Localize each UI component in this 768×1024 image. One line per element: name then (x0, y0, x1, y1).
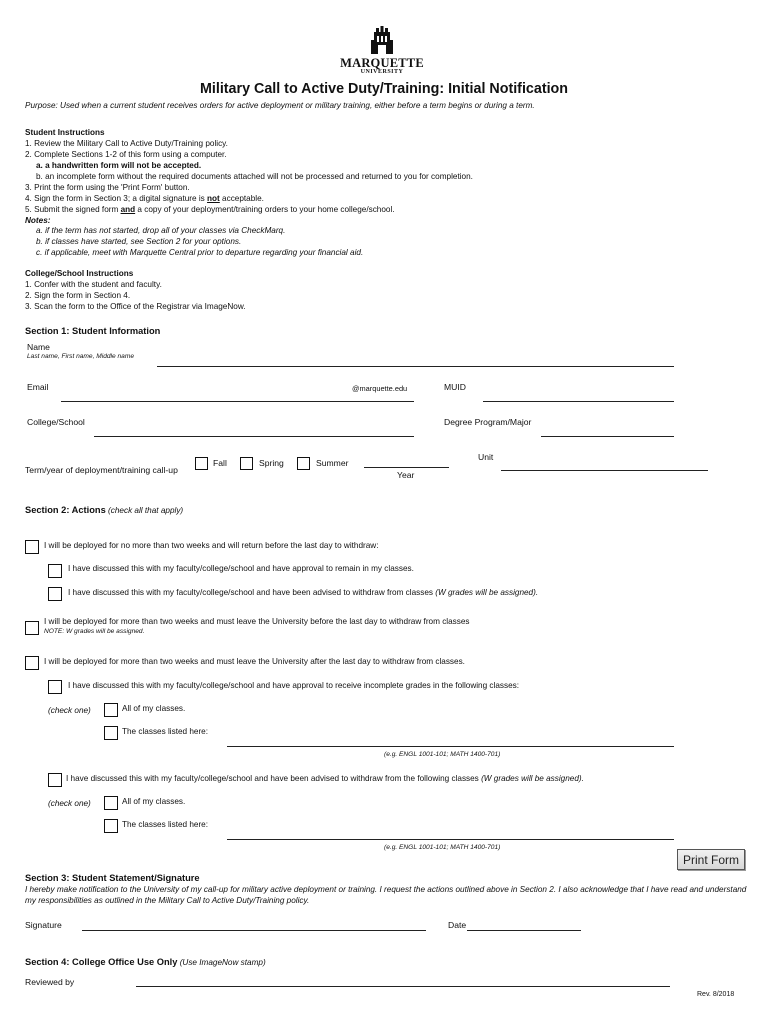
name-input[interactable] (157, 366, 674, 367)
incomplete-all-classes-checkbox[interactable] (104, 703, 118, 717)
college-instruction-item: 2. Sign the form in Section 4. (25, 291, 131, 300)
option1a-label: I have discussed this with my faculty/college/school and have approval to remain in my classes. (68, 564, 414, 573)
section4-note: (Use ImageNow stamp) (179, 958, 266, 967)
option3a-checkbox[interactable] (48, 680, 62, 694)
instruction-item: 3. Print the form using the 'Print Form' button. (25, 183, 190, 192)
option2-checkbox[interactable] (25, 621, 39, 635)
instruction-text: 4. Sign the form in Section 3; a digital signature is (25, 194, 208, 203)
term-spring-label: Spring (259, 458, 284, 468)
instruction-text: acceptable. (219, 194, 264, 203)
instruction-item: 2. Complete Sections 1-2 of this form using a computer. (25, 150, 227, 159)
section2-note: (check all that apply) (108, 506, 184, 515)
note-item: a. if the term has not started, drop all of your classes via CheckMarq. (36, 226, 286, 235)
check-one-label: (check one) (48, 706, 91, 715)
option1b-text: I have discussed this with my faculty/college/school and have been advised to withdraw from classes (68, 588, 436, 597)
unit-input[interactable] (501, 470, 708, 471)
email-input[interactable] (61, 401, 414, 402)
option2-note: NOTE: W grades will be assigned. (44, 628, 145, 635)
option3b-checkbox[interactable] (48, 773, 62, 787)
date-input[interactable] (467, 930, 581, 931)
section4-heading: Section 4: College Office Use Only (25, 957, 178, 967)
muid-input[interactable] (483, 401, 674, 402)
check-one-label: (check one) (48, 799, 91, 808)
revision-label: Rev. 8/2018 (697, 991, 735, 998)
incomplete-listed-classes-checkbox[interactable] (104, 726, 118, 740)
college-input[interactable] (94, 436, 414, 437)
option1b-checkbox[interactable] (48, 587, 62, 601)
note-item: b. if classes have started, see Section 2 for your options. (36, 237, 242, 246)
option3b-text: I have discussed this with my faculty/college/school and have been advised to withdraw from the following classes (66, 774, 482, 783)
option3-checkbox[interactable] (25, 656, 39, 670)
signature-input[interactable] (82, 930, 426, 931)
option3a-label: I have discussed this with my faculty/college/school and have approval to receive incomplete grades in the following classes: (68, 681, 520, 690)
instruction-item-signature (25, 194, 264, 204)
name-hint: Last name, First name, Middle name (27, 353, 135, 360)
section1-heading: Section 1: Student Information (25, 326, 161, 336)
term-label: Term/year of deployment/training call-up (25, 465, 178, 475)
date-label: Date (448, 920, 467, 930)
option1-label: I will be deployed for no more than two weeks and will return before the last day to withdraw: (44, 541, 379, 550)
example-hint: (e.g. ENGL 1001-101; MATH 1400-701) (384, 844, 501, 851)
marquette-logo (338, 26, 426, 80)
email-domain: @marquette.edu (352, 384, 408, 393)
term-fall-label: Fall (213, 458, 227, 468)
college-instruction-item: 3. Scan the form to the Office of the Registrar via ImageNow. (25, 302, 246, 311)
notes-heading: Notes: (25, 216, 51, 225)
instruction-item: 1. Review the Military Call to Active Duty/Training policy. (25, 139, 228, 148)
term-summer-label: Summer (316, 458, 349, 468)
college-instructions-heading: College/School Instructions (25, 269, 134, 278)
withdraw-listed-classes-checkbox[interactable] (104, 819, 118, 833)
unit-label: Unit (478, 452, 494, 462)
withdraw-all-classes-checkbox[interactable] (104, 796, 118, 810)
signature-label: Signature (25, 920, 62, 930)
option1b-note: (W grades will be assigned). (435, 588, 539, 597)
option1b-label (68, 588, 538, 598)
muid-label: MUID (444, 382, 466, 392)
term-fall-checkbox[interactable] (195, 457, 208, 470)
instruction-emphasis: not (207, 194, 220, 203)
withdraw-all-classes-label: All of my classes. (122, 797, 186, 806)
reviewed-by-label: Reviewed by (25, 977, 75, 987)
withdraw-listed-classes-label: The classes listed here: (122, 820, 209, 829)
incomplete-all-classes-label: All of my classes. (122, 704, 186, 713)
form-title: Military Call to Active Duty/Training: Initial Notification (199, 81, 569, 97)
term-spring-checkbox[interactable] (240, 457, 253, 470)
example-hint: (e.g. ENGL 1001-101; MATH 1400-701) (384, 751, 501, 758)
option2-label: I will be deployed for more than two weeks and must leave the University before the last day to withdraw from classes (44, 617, 470, 626)
email-label: Email (27, 382, 49, 392)
instruction-text: a copy of your deployment/training orders to your home college/school. (135, 205, 395, 214)
incomplete-listed-classes-label: The classes listed here: (122, 727, 209, 736)
section2-heading-row (25, 505, 183, 517)
instruction-text: 5. Submit the signed form (25, 205, 121, 214)
section3-statement: I hereby make notification to the University of my call-up for military active deployment or training. I request the actions outlined above in Section 2. I also acknowledge that I have read and understand my responsibilities as outlined in the Military Call to Active Duty/Training policy. (25, 885, 747, 905)
term-summer-checkbox[interactable] (297, 457, 310, 470)
instruction-emphasis: and (120, 205, 136, 214)
instruction-item-submit (25, 205, 395, 215)
instruction-subitem: b. an incomplete form without the required documents attached will not be processed and returned to you for completion. (36, 172, 473, 181)
note-item: c. if applicable, meet with Marquette Central prior to departure regarding your financial aid. (36, 248, 364, 257)
section3-heading: Section 3: Student Statement/Signature (25, 873, 200, 883)
year-input[interactable] (364, 467, 449, 468)
college-label: College/School (27, 417, 85, 427)
option1-checkbox[interactable] (25, 540, 39, 554)
option3-label: I will be deployed for more than two weeks and must leave the University after the last day to withdraw from classes. (44, 657, 465, 666)
logo-wordmark: MARQUETTE (340, 56, 424, 70)
degree-input[interactable] (541, 436, 674, 437)
name-label: Name (27, 342, 50, 352)
option1a-checkbox[interactable] (48, 564, 62, 578)
instruction-subitem: a. a handwritten form will not be accepted. (36, 161, 202, 170)
section4-heading-row (25, 957, 266, 969)
withdraw-classes-input[interactable] (227, 839, 674, 840)
degree-label: Degree Program/Major (444, 417, 532, 427)
reviewed-by-input[interactable] (136, 986, 670, 987)
option3b-note: (W grades will be assigned). (481, 774, 584, 783)
logo-subtitle: UNIVERSITY (360, 69, 404, 75)
year-label: Year (397, 470, 415, 480)
college-instruction-item: 1. Confer with the student and faculty. (25, 280, 162, 289)
print-form-button[interactable]: Print Form (677, 849, 745, 870)
option3b-label (66, 774, 584, 784)
section2-heading: Section 2: Actions (25, 505, 106, 515)
incomplete-classes-input[interactable] (227, 746, 674, 747)
purpose-text: Purpose: Used when a current student receives orders for active deployment or military training, either before a term begins or during a term. (25, 101, 535, 110)
student-instructions-heading: Student Instructions (25, 128, 105, 137)
